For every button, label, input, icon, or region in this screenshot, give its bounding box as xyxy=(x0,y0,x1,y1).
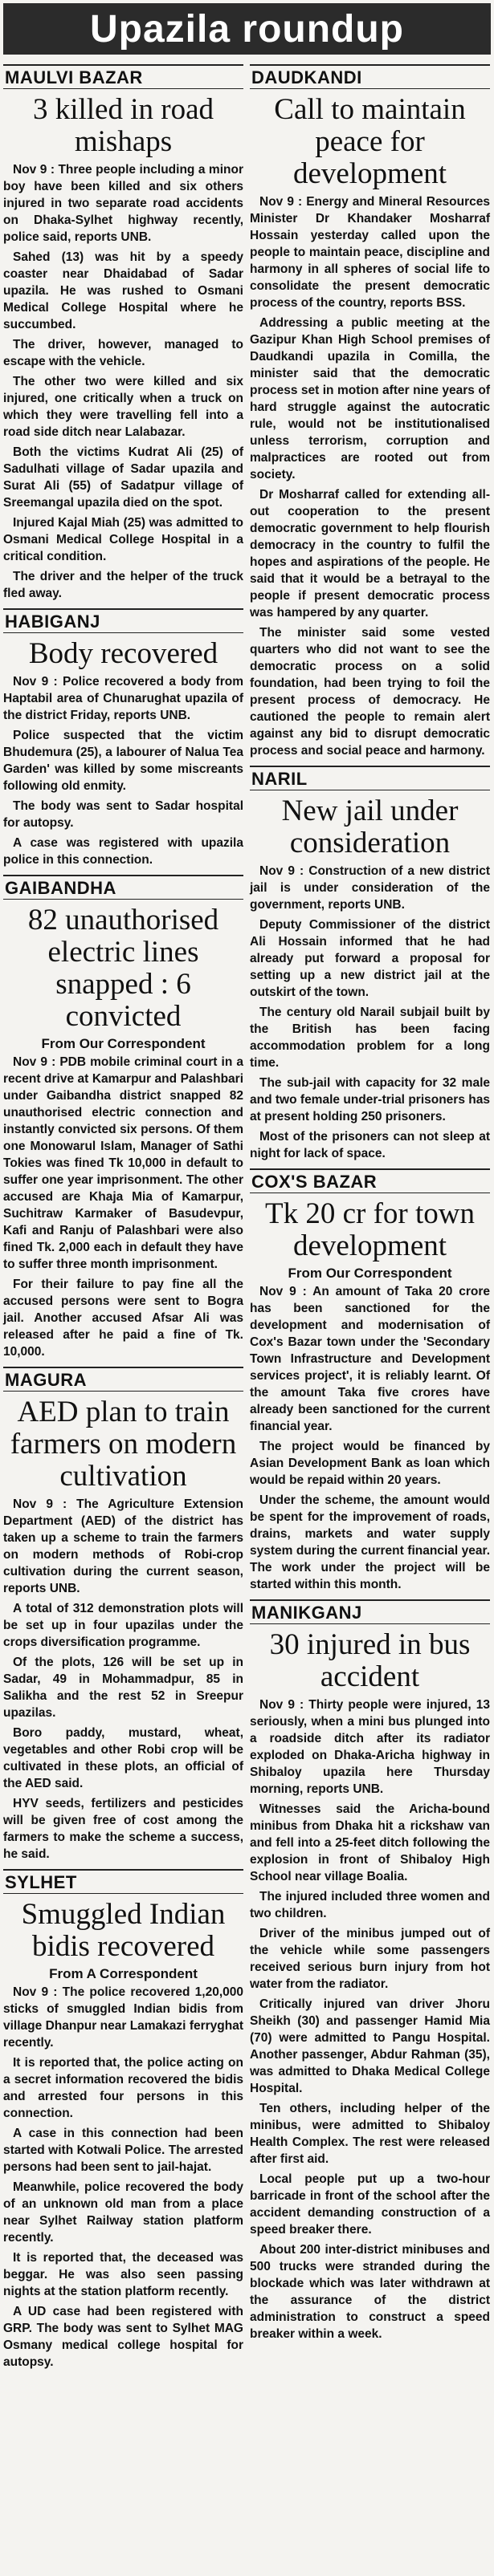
paragraph: Witnesses said the Aricha-bound minibus from Dhaka hit a rickshaw van and fell into a 25-feet ditch following the explosion in front of Shibaloy High School near village Boalia. xyxy=(250,1802,490,1883)
paragraph: Of the plots, 126 will be set up in Sadar, 49 in Mohammadpur, 85 in Salikha and the rest 52 in Sreepur upazilas. xyxy=(3,1656,243,1720)
paragraph: Driver of the minibus jumped out of the vehicle while some passengers received serious burn injury from hot water from the radiator. xyxy=(250,1927,490,1991)
page-banner: Upazila roundup xyxy=(3,3,491,55)
article xyxy=(250,1599,490,2342)
paragraph: The minister said some vested quarters who did not want to see the democratic process on a solid foundation, had been trying to foil the present process of democracy. He cautioned the people to remain alert against any bid to disrupt democratic process and social peace and harmony. xyxy=(250,626,490,758)
headline: Call to maintain peace for development xyxy=(274,93,466,190)
paragraph: A case in this connection had been started with Kotwali Police. The arrested persons had been sent to jail-hajat. xyxy=(3,2127,243,2174)
section-label: DAUDKANDI xyxy=(250,64,490,89)
paragraph: Ten others, including helper of the minibus, were admitted to Shibaloy Health Complex. The rest were released after first aid. xyxy=(250,2102,490,2166)
paragraph: Deputy Commissioner of the district Ali Hossain informed that he had already put forward a proposal for setting up a new district jail at the outskirt of the town. xyxy=(250,918,490,999)
headline: Tk 20 cr for town development xyxy=(265,1197,475,1262)
paragraph: Critically injured van driver Jhoru Sheikh (30) and passenger Hamid Mia (70) were admitted to Pangu Hospital. Another passenger, Abdur Rahman (35), was admitted to Dhaka Medical College Hospital. xyxy=(250,1997,490,2095)
section-label: GAIBANDHA xyxy=(3,875,243,900)
paragraph: A UD case had been registered with GRP. The body was sent to Sylhet MAG Osmany medical college hospital for autopsy. xyxy=(3,2305,243,2369)
paragraph: The century old Narail subjail built by the British has been facing accommodation problem for a long time. xyxy=(250,1006,490,1070)
paragraph: Boro paddy, mustard, wheat, vegetables and other Robi crop will be cultivated in these plots, an official of the AED said. xyxy=(3,1726,243,1790)
paragraph: Nov 9 : An amount of Taka 20 crore has been sanctioned for the development and modernisation of Cox's Bazar town under the 'Secondary Town Infrastructure and Development services project', it is reliably learnt. Of the amount Taka five crores have already been sanctioned for the current financial year. xyxy=(250,1285,490,1433)
byline: From A Correspondent xyxy=(49,1966,198,1981)
headline: New jail under consideration xyxy=(281,794,459,859)
byline: From Our Correspondent xyxy=(288,1266,452,1281)
paragraph: The driver and the helper of the truck fled away. xyxy=(3,570,243,600)
paragraph: Both the victims Kudrat Ali (25) of Sadulhati village of Sadar upazila and Surat Ali (55) of Sadatpur village of Sreemangal upazila died on the spot. xyxy=(3,445,243,510)
paragraph: About 200 inter-district minibuses and 500 trucks were stranded during the blockade which was later withdrawn at the assurance of the district administration to construct a speed breaker within a week. xyxy=(250,2243,490,2341)
paragraph: The other two were killed and six injured, one critically when a truck on which they were travelling fell into a road side ditch near Lalabazar. xyxy=(3,375,243,439)
paragraph: Nov 9 : Construction of a new district jail is under consideration of the government, reports UNB. xyxy=(250,864,490,912)
section-label: NARIL xyxy=(250,766,490,790)
headline: 30 injured in bus accident xyxy=(269,1628,471,1693)
paragraph: The injured included three women and two children. xyxy=(250,1890,490,1920)
paragraph: Under the scheme, the amount would be spent for the improvement of roads, drains, markets and water supply system during the current financial year. The work under the project will be started within this month. xyxy=(250,1493,490,1591)
paragraph: A total of 312 demonstration plots will be set up in four upazilas under the crops diversification programme. xyxy=(3,1602,243,1649)
paragraph: It is reported that, the police acting on a secret information recovered the bidis and arrested four persons in this connection. xyxy=(3,2056,243,2120)
article xyxy=(250,1168,490,1593)
article xyxy=(3,1367,243,1863)
paragraph: Local people put up a two-hour barricade in front of the school after the accident demanding construction of a speed breaker there. xyxy=(250,2172,490,2237)
columns xyxy=(3,58,491,2374)
paragraph: Nov 9 : PDB mobile criminal court in a recent drive at Kamarpur and Palashbari under Gaibandha district snapped 82 unauthorised electric connection and instantly convicted six persons. Of them one Monowarul Islam, Manager of Sathi Tokies was fined Tk 10,000 in default to suffer one year imprisonment. The other accused are Khaja Mia of Kamarpur, Suchitraw Karmaker of Basudevpur, Kafi and Ranju of Palashbari were also fined Tk. 2,000 each in default they have to suffer three month imprisonment. xyxy=(3,1055,243,1271)
paragraph: Nov 9 : Thirty people were injured, 13 seriously, when a mini bus plunged into a roadside ditch after its radiator exploded on Dhaka-Aricha highway in Shibaloy upazila here Thursday morning, reports UNB. xyxy=(250,1698,490,1796)
paragraph: The body was sent to Sadar hospital for autopsy. xyxy=(3,799,243,830)
paragraph: It is reported that, the deceased was beggar. He was also seen passing nights at the station platform recently. xyxy=(3,2251,243,2298)
paragraph: Addressing a public meeting at the Gazipur Khan High School premises of Daudkandi upazila in Comilla, the minister said that the democratic process set in motion after nine years of hard struggle against the autocratic rule, would not be institutionalised unless terrorism, corruption and malpractices are rooted out from society. xyxy=(250,316,490,481)
paragraph: Most of the prisoners can not sleep at night for lack of space. xyxy=(250,1130,490,1160)
paragraph: Police suspected that the victim Bhudemura (25), a labourer of Nalua Tea Garden' was killed by some miscreants following old enmity. xyxy=(3,729,243,793)
paragraph: Meanwhile, police recovered the body of an unknown old man from a place near Sylhet Railway station platform recently. xyxy=(3,2180,243,2245)
article xyxy=(250,64,490,759)
section-label: MANIKGANJ xyxy=(250,1599,490,1624)
paragraph: Sahed (13) was hit by a speedy coaster near Dhaidabad of Sadar upazila. He was rushed to Osmani Medical College Hospital where he succumbed. xyxy=(3,250,243,331)
section-label: COX'S BAZAR xyxy=(250,1168,490,1193)
headline: Body recovered xyxy=(28,637,218,670)
article xyxy=(3,64,243,602)
headline: 82 unauthorised electric lines snapped : 6 convicted xyxy=(27,904,219,1033)
left-column xyxy=(3,58,243,2374)
article xyxy=(3,1869,243,2371)
headline: 3 killed in road mishaps xyxy=(32,93,214,158)
section-label: MAGURA xyxy=(3,1367,243,1392)
paragraph: The driver, however, managed to escape with the vehicle. xyxy=(3,338,243,368)
headline: Smuggled Indian bidis recovered xyxy=(21,1898,226,1963)
article xyxy=(3,608,243,868)
paragraph: Dr Mosharraf called for extending all-out cooperation to the present democratic government to help flourish democracy in the country to fulfil the hopes and aspirations of the people. He said that it would be a betrayal to the people if present democratic process was hampered by any quarter. xyxy=(250,488,490,620)
right-column xyxy=(250,58,490,2374)
paragraph: A case was registered with upazila police in this connection. xyxy=(3,836,243,867)
section-label: MAULVI BAZAR xyxy=(3,64,243,89)
paragraph: Nov 9 : The police recovered 1,20,000 sticks of smuggled Indian bidis from village Dhanpur near Lamakazi ferryghat recently. xyxy=(3,1985,243,2050)
paragraph: Nov 9 : Police recovered a body from Haptabil area of Chunarughat upazila of the district Friday, reports UNB. xyxy=(3,675,243,722)
section-label: HABIGANJ xyxy=(3,608,243,633)
paragraph: The sub-jail with capacity for 32 male and two female under-trial prisoners has at present holding 250 prisoners. xyxy=(250,1076,490,1123)
paragraph: Nov 9 : Energy and Mineral Resources Minister Dr Khandaker Mosharraf Hossain yesterday called upon the people to maintain peace, discipline and harmony in all spheres of social life to consolidate the present democratic process of the country, reports BSS. xyxy=(250,195,490,310)
headline: AED plan to train farmers on modern cultivation xyxy=(10,1396,237,1493)
byline: From Our Correspondent xyxy=(41,1036,206,1051)
paragraph: For their failure to pay fine all the accused persons were sent to Bogra jail. Another accused Afsar Ali was released after he paid a fine of Tk. 10,000. xyxy=(3,1278,243,1359)
article xyxy=(250,766,490,1162)
paragraph: Injured Kajal Miah (25) was admitted to Osmani Medical College Hospital in a critical condition. xyxy=(3,516,243,563)
paragraph: The project would be financed by Asian Development Bank as loan which would be repaid within 20 years. xyxy=(250,1440,490,1487)
paragraph: Nov 9 : Three people including a minor boy have been killed and six others injured in two separate road accidents on Dhaka-Sylhet highway recently, police said, reports UNB. xyxy=(3,163,243,244)
section-label: SYLHET xyxy=(3,1869,243,1894)
article xyxy=(3,875,243,1360)
paragraph: Nov 9 : The Agriculture Extension Department (AED) of the district has taken up a scheme to train the farmers on modern methods of Robi-crop cultivation during the current season, reports UNB. xyxy=(3,1497,243,1595)
paragraph: HYV seeds, fertilizers and pesticides will be given free of cost among the farmers to make the scheme a success, he said. xyxy=(3,1797,243,1861)
